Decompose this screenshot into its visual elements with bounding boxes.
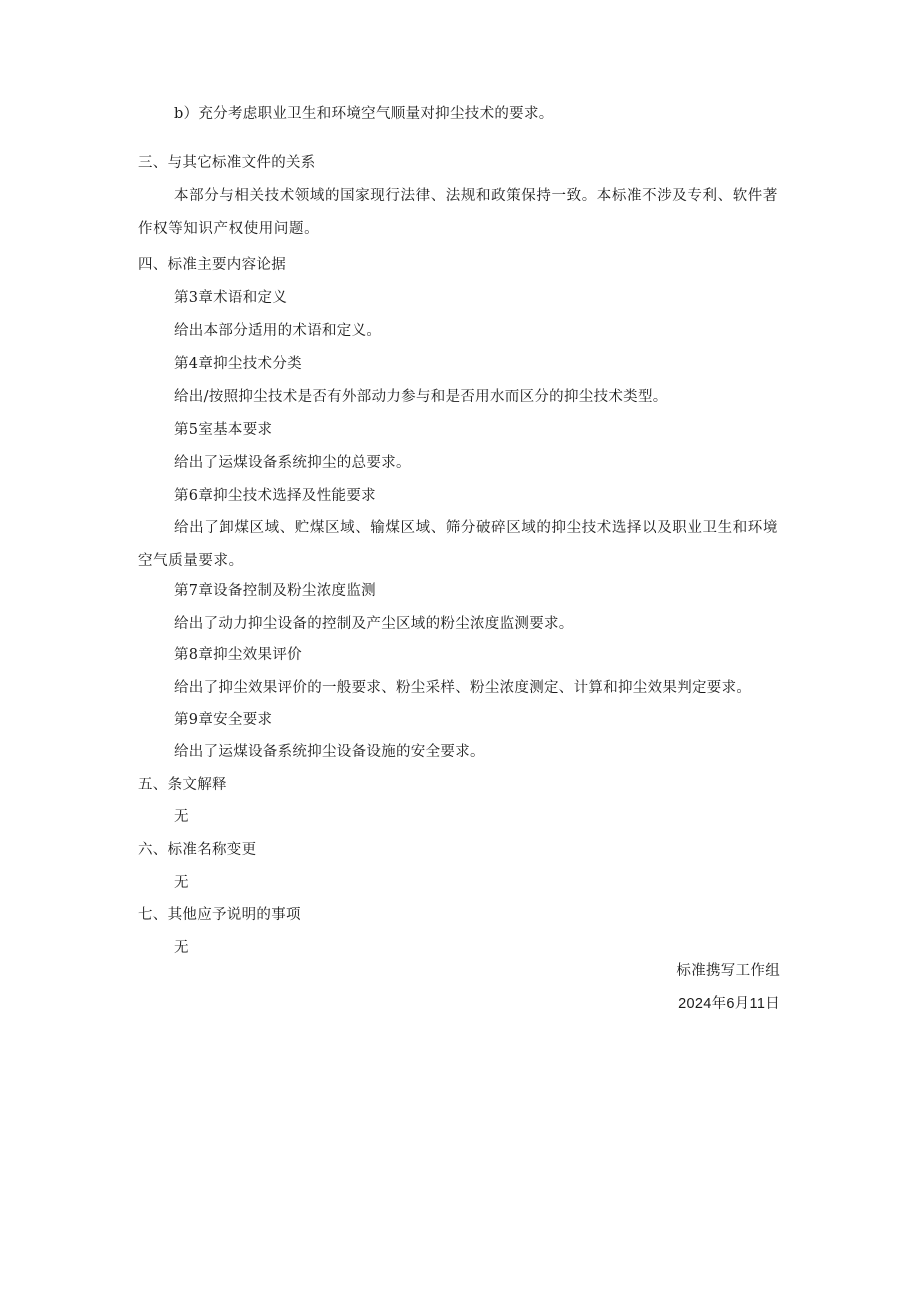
chapter5-title: 第5室基本要求 (174, 422, 273, 438)
chapter5-desc: 给出了运煤设备系统抑尘的总要求。 (174, 455, 411, 471)
chapter3-desc: 给出本部分适用的术语和定义。 (174, 323, 382, 339)
section7-content: 无 (174, 940, 189, 956)
section7-heading: 七、其他应予说明的事项 (138, 907, 301, 923)
section6-content: 无 (174, 875, 189, 891)
chapter8-title: 第8章抑尘效果评价 (174, 647, 302, 663)
chapter6-desc: 给出了卸煤区域、贮煤区域、输煤区域、筛分破碎区域的抑尘技术选择以及职业卫生和环境空气质量要求。 (138, 520, 778, 569)
chapter9-title: 第9章安全要求 (174, 712, 273, 728)
section3-paragraph: 本部分与相关技术领域的国家现行法律、法规和政策保持一致。本标准不涉及专利、软件著作权等知识产权使用问题。 (138, 188, 778, 237)
signature: 标准携写工作组 (676, 963, 780, 979)
chapter3-title: 第3章术语和定义 (174, 290, 288, 306)
chapter6-title: 第6章抑尘技术选择及性能要求 (174, 488, 376, 504)
section6-heading: 六、标准名称变更 (138, 842, 257, 858)
item-b: b）充分考虑职业卫生和环境空气顺量对抑尘技术的要求。 (174, 106, 554, 122)
section3-heading: 三、与其它标准文件的关系 (138, 155, 316, 171)
chapter7-desc: 给出了动力抑尘设备的控制及产尘区域的粉尘浓度监测要求。 (174, 616, 574, 632)
date: 2024年6月11日 (678, 996, 780, 1012)
section5-heading: 五、条文解释 (138, 777, 227, 793)
section5-content: 无 (174, 809, 189, 825)
chapter7-title: 第7章设备控制及粉尘浓度监测 (174, 583, 376, 599)
section4-heading: 四、标准主要内容论据 (138, 257, 286, 273)
chapter4-desc: 给出/按照抑尘技术是否有外部动力参与和是否用水而区分的抑尘技术类型。 (174, 389, 668, 405)
chapter4-title: 第4章抑尘技术分类 (174, 356, 302, 372)
chapter9-desc: 给出了运煤设备系统抑尘设备设施的安全要求。 (174, 744, 485, 760)
chapter8-desc: 给出了抑尘效果评价的一般要求、粉尘采样、粉尘浓度测定、计算和抑尘效果判定要求。 (174, 680, 752, 696)
